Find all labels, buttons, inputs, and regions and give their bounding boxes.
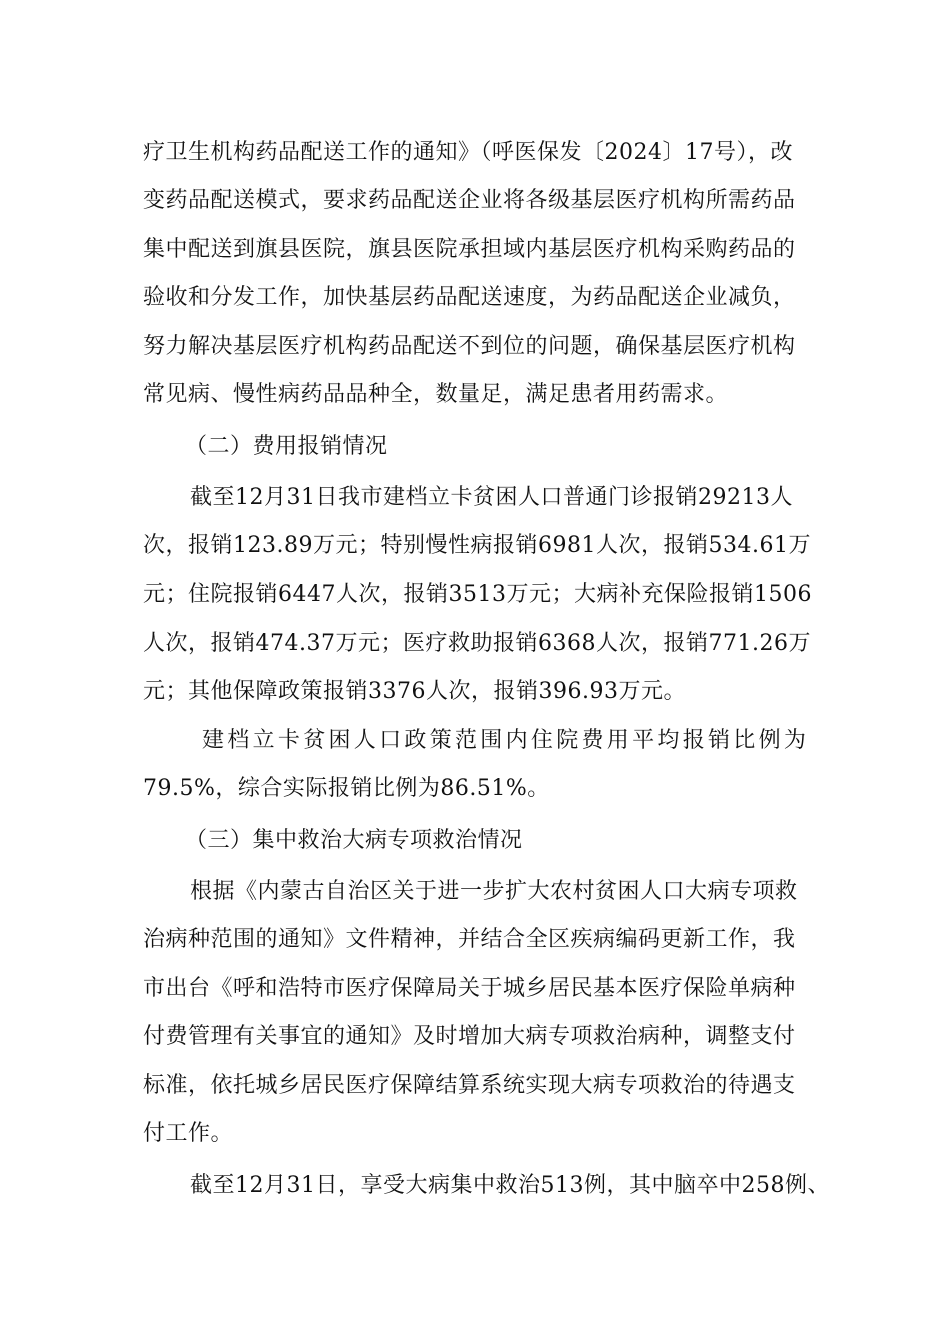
text-line: 建档立卡贫困人口政策范围内住院费用平均报销比例为 bbox=[202, 728, 810, 753]
text-line: 付工作。 bbox=[143, 1121, 234, 1146]
text-line: 截至12月31日我市建档立卡贫困人口普通门诊报销29213人 bbox=[190, 485, 793, 510]
text-line: 疗卫生机构药品配送工作的通知》（呼医保发〔2024〕17号），改 bbox=[143, 140, 793, 165]
text-line: 变药品配送模式，要求药品配送企业将各级基层医疗机构所需药品 bbox=[143, 188, 796, 213]
text-line: 集中配送到旗县医院，旗县医院承担域内基层医疗机构采购药品的 bbox=[143, 237, 796, 262]
text-line: 根据《内蒙古自治区关于进一步扩大农村贫困人口大病专项救 bbox=[190, 879, 798, 904]
text-line: 付费管理有关事宜的通知》及时增加大病专项救治病种，调整支付 bbox=[143, 1024, 796, 1049]
text-line: 次，报销123.89万元；特别慢性病报销6981人次，报销534.61万 bbox=[143, 533, 811, 558]
text-line: 元；其他保障政策报销3376人次，报销396.93万元。 bbox=[143, 679, 686, 704]
text-line: 市出台《呼和浩特市医疗保障局关于城乡居民基本医疗保险单病种 bbox=[143, 976, 796, 1001]
text-line: 截至12月31日，享受大病集中救治513例，其中脑卒中258例、 bbox=[190, 1173, 830, 1198]
section-heading: （三）集中救治大病专项救治情况 bbox=[185, 828, 523, 853]
text-line: 79.5%，综合实际报销比例为86.51%。 bbox=[143, 776, 550, 801]
section-heading: （二）费用报销情况 bbox=[185, 434, 388, 459]
text-line: 人次，报销474.37万元；医疗救助报销6368人次，报销771.26万 bbox=[143, 631, 811, 656]
text-line: 治病种范围的通知》文件精神，并结合全区疾病编码更新工作，我 bbox=[143, 927, 796, 952]
text-line: 元；住院报销6447人次，报销3513万元；大病补充保险报销1506 bbox=[143, 582, 812, 607]
text-line: 努力解决基层医疗机构药品配送不到位的问题，确保基层医疗机构 bbox=[143, 334, 796, 359]
text-line: 验收和分发工作，加快基层药品配送速度，为药品配送企业减负， bbox=[143, 285, 796, 310]
text-line: 常见病、慢性病药品品种全，数量足，满足患者用药需求。 bbox=[143, 382, 729, 407]
text-line: 标准，依托城乡居民医疗保障结算系统实现大病专项救治的待遇支 bbox=[143, 1073, 796, 1098]
